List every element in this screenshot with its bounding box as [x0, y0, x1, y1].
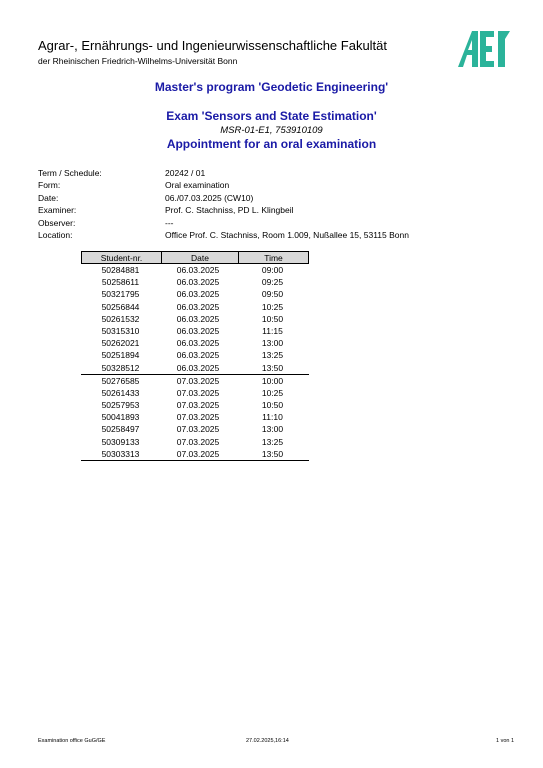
student-nr-cell: 50309133: [101, 436, 140, 447]
info-row-date: [38, 192, 409, 204]
info-value: 06./07.03.2025 (CW10): [165, 192, 254, 203]
info-value: ---: [165, 217, 174, 228]
date-cell: 06.03.2025: [176, 338, 220, 349]
time-cell: 11:10: [262, 412, 283, 423]
table-row: [81, 276, 309, 288]
schedule-header: [81, 251, 309, 264]
student-nr-cell: 50041893: [101, 412, 140, 423]
time-cell: 13:25: [261, 436, 284, 447]
student-nr-cell: 50258611: [101, 277, 140, 288]
table-row: [81, 448, 309, 460]
column-header-student-nr: Student-nr.: [82, 252, 162, 263]
time-cell: 09:25: [261, 277, 284, 288]
time-cell: 10:50: [261, 400, 284, 411]
program-title: [0, 80, 543, 94]
table-row: [81, 362, 309, 375]
footer-timestamp: 27.02.2025,16:14: [246, 738, 289, 744]
table-row: [81, 313, 309, 325]
info-row-observer: [38, 217, 409, 229]
student-nr-cell: 50256844: [101, 301, 140, 312]
table-row: [81, 423, 309, 435]
time-cell: 10:50: [261, 313, 284, 324]
table-row: [81, 399, 309, 411]
student-nr-cell: 50257953: [101, 400, 140, 411]
info-value: Oral examination: [165, 180, 230, 191]
footer-office: Examination office GuG/GE: [38, 738, 106, 744]
table-row: [81, 288, 309, 300]
info-label: Date:: [38, 192, 59, 203]
time-cell: 13:00: [261, 338, 284, 349]
time-cell: 10:00: [261, 375, 284, 386]
info-label: Term / Schedule:: [38, 168, 102, 178]
table-row: [81, 337, 309, 349]
info-value: Prof. C. Stachniss, PD L. Klingbeil: [165, 205, 294, 216]
table-row: [81, 411, 309, 423]
info-row-location: [38, 229, 409, 241]
student-nr-cell: 50321795: [101, 289, 140, 300]
schedule-body: [81, 264, 309, 461]
student-nr-cell: 50328512: [101, 362, 140, 373]
date-cell: 06.03.2025: [176, 350, 220, 361]
date-cell: 06.03.2025: [176, 301, 220, 312]
student-nr-cell: 50258497: [101, 424, 140, 435]
column-header-date: Date: [162, 252, 239, 263]
time-cell: 10:25: [261, 301, 284, 312]
appointment-title: Appointment for an oral examination: [166, 137, 377, 151]
table-row: [81, 301, 309, 313]
student-nr-cell: 50284881: [101, 265, 140, 275]
info-value: Office Prof. C. Stachniss, Room 1.009, Nußallee 15, 53115 Bonn: [165, 230, 409, 241]
faculty-name: Agrar-, Ernährungs- und Ingenieurwissenschaftliche Fakultät: [38, 38, 388, 53]
time-cell: 13:25: [261, 350, 284, 361]
date-cell: 06.03.2025: [176, 277, 220, 288]
time-cell: 09:50: [261, 289, 284, 300]
exam-title: Exam 'Sensors and State Estimation': [166, 109, 377, 123]
footer-page-number: 1 von 1: [496, 738, 515, 744]
date-cell: 06.03.2025: [176, 313, 220, 324]
table-row: [81, 325, 309, 337]
table-row: [81, 387, 309, 399]
date-cell: 07.03.2025: [176, 412, 220, 423]
student-nr-cell: 50261433: [101, 387, 140, 398]
info-row-form: [38, 179, 409, 191]
date-cell: 06.03.2025: [176, 362, 220, 373]
schedule-table: [81, 251, 309, 461]
faculty-logo: [458, 31, 510, 67]
student-nr-cell: 50303313: [101, 448, 140, 459]
time-cell: 13:50: [261, 362, 284, 373]
student-nr-cell: 50251894: [101, 350, 140, 361]
date-cell: 06.03.2025: [176, 265, 220, 275]
info-row-term: [38, 167, 409, 179]
university-name: der Rheinischen Friedrich-Wilhelms-Universität Bonn: [38, 56, 238, 66]
time-cell: 11:15: [262, 325, 283, 336]
exam-info: [38, 167, 409, 241]
student-nr-cell: 50276585: [101, 375, 140, 386]
info-label: Examiner:: [38, 205, 77, 216]
time-cell: 09:00: [261, 265, 284, 275]
date-cell: 07.03.2025: [176, 448, 220, 459]
time-cell: 13:00: [261, 424, 284, 435]
date-cell: 07.03.2025: [176, 387, 220, 398]
info-value: 20242 / 01: [165, 168, 206, 178]
column-header-time: Time: [264, 253, 283, 263]
info-label: Form:: [38, 180, 61, 191]
program-title-text: Master's program 'Geodetic Engineering': [154, 80, 389, 94]
date-cell: 07.03.2025: [176, 375, 220, 386]
table-row: [81, 349, 309, 361]
info-label: Observer:: [38, 217, 76, 228]
exam-code: MSR-01-E1, 753910109: [220, 125, 323, 136]
time-cell: 13:50: [261, 448, 284, 459]
student-nr-cell: 50261532: [101, 313, 140, 324]
table-row: [81, 375, 309, 387]
info-row-examiner: [38, 204, 409, 216]
date-cell: 07.03.2025: [176, 436, 220, 447]
table-row: [81, 264, 309, 276]
student-nr-cell: 50315310: [101, 325, 140, 336]
date-cell: 06.03.2025: [176, 289, 220, 300]
date-cell: 07.03.2025: [176, 400, 220, 411]
student-nr-cell: 50262021: [101, 338, 140, 349]
date-cell: 06.03.2025: [176, 325, 220, 336]
time-cell: 10:25: [261, 387, 284, 398]
table-row: [81, 436, 309, 448]
info-label: Location:: [38, 230, 73, 241]
date-cell: 07.03.2025: [176, 424, 220, 435]
